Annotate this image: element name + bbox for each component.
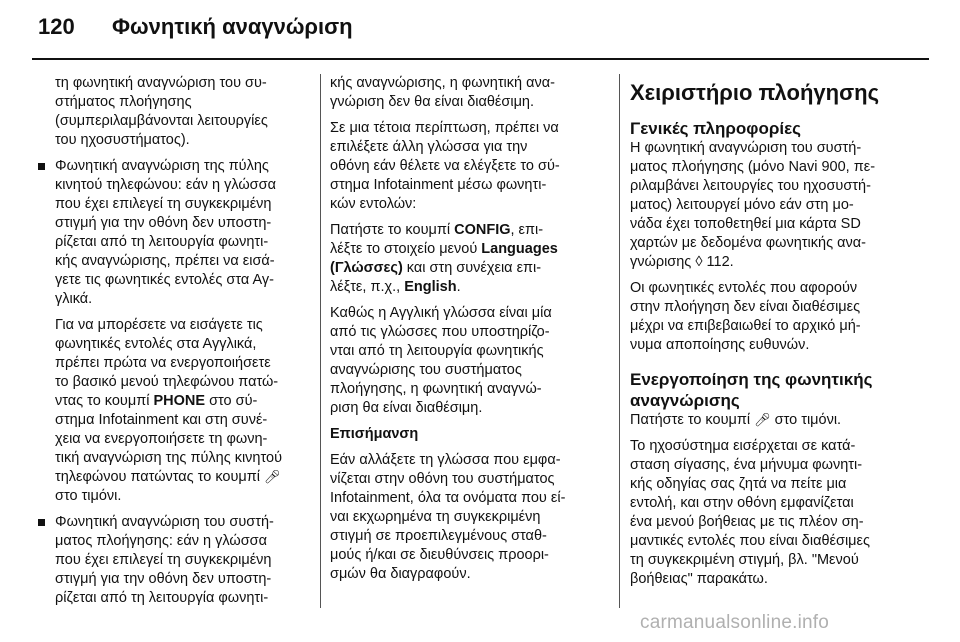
watermark: carmanualsonline.info bbox=[640, 612, 830, 633]
text-line: στήματος πλοήγησης bbox=[55, 94, 192, 110]
note-text: Εάν αλλάξετε τη γλώσσα που εμφα- νίζεται στην οθόνη του συστήματος Infotainment, όλα τα ονόματα που εί- ναι εκχωρημένα τη συγκεκριμένη στιγμή σε προεπιλεγμένους σταθ- μούς ή/και σε διευθύνσεις προορι- σμών θα διαγραφούν. bbox=[330, 452, 566, 582]
section-heading: Χειριστήριο πλοήγησης bbox=[630, 80, 880, 105]
commands-paragraph: Οι φωνητικές εντολές που αφορούν στην πλοήγηση δεν είναι διαθέσιμες μέχρι να επιβεβαιωθεί το αρχικό μή- νυμα αποποίησης ευθυνών. bbox=[630, 280, 861, 353]
voice-button-icon: 🎤︎ bbox=[264, 469, 281, 484]
text-line: στιγμή για την οθόνη δεν υποστη- bbox=[55, 215, 272, 231]
column-divider-1 bbox=[320, 74, 321, 608]
text-line: στο τιμόνι. bbox=[55, 488, 122, 504]
column-divider-2 bbox=[619, 74, 620, 608]
activation-heading: Ενεργοποίηση της φωνητικής αναγνώρισης bbox=[630, 370, 873, 410]
english-paragraph bbox=[38, 316, 313, 506]
text-line: Για να μπορέσετε να εισάγετε τις bbox=[55, 317, 263, 333]
top-rule bbox=[32, 58, 929, 60]
bullet-item-navigation bbox=[38, 513, 313, 608]
column-3 bbox=[630, 80, 930, 596]
case-paragraph: Σε μια τέτοια περίπτωση, πρέπει να επιλέξετε άλλη γλώσσα για την οθόνη εάν θέλετε να ελέγξετε το σύ- στημα Infotainment μέσω φωνητι- κών εντολών: bbox=[330, 120, 560, 212]
column-2 bbox=[330, 74, 614, 591]
text-line: το βασικό μενού τηλεφώνου πατώ- bbox=[55, 374, 279, 390]
page-number: 120 bbox=[38, 14, 75, 39]
continued-paragraph: κής αναγνώρισης, η φωνητική ανα- γνώριση δεν θα είναι διαθέσιμη. bbox=[330, 75, 555, 110]
text-line: στιγμή για την οθόνη δεν υποστη- bbox=[55, 571, 272, 587]
text-line: γετε τις φωνητικές εντολές στα Αγ- bbox=[55, 272, 274, 288]
text-line: τη φωνητική αναγνώριση του συ- bbox=[55, 75, 267, 91]
text-line: ρίζεται από τη λειτουργία φωνητι- bbox=[55, 590, 269, 606]
note-heading: Επισήμανση bbox=[330, 426, 419, 442]
voice-button-icon: 🎤︎ bbox=[754, 412, 771, 427]
text-line: Φωνητική αναγνώριση του συστή- bbox=[55, 514, 274, 530]
text-line: ντας το κουμπί PHONE στο σύ- bbox=[55, 393, 258, 409]
text-line: (συμπεριλαμβάνονται λειτουργίες bbox=[55, 113, 268, 129]
text-line: κής αναγνώρισης, πρέπει να εισά- bbox=[55, 253, 275, 269]
text-line: που έχει επιλεγεί τη συγκεκριμένη bbox=[55, 552, 272, 568]
text-line: στημα Infotainment και στη συνέ- bbox=[55, 412, 268, 428]
text-line: φωνητικές εντολές στα Αγγλικά, bbox=[55, 336, 257, 352]
text-line: πρέπει πρώτα να ενεργοποιήσετε bbox=[55, 355, 271, 371]
languages-menu-label: Languages bbox=[481, 241, 558, 257]
text-line: τική αναγνώριση της πύλης κινητού bbox=[55, 450, 283, 466]
english-option-label: English bbox=[404, 279, 457, 295]
config-button-label: CONFIG bbox=[454, 222, 511, 238]
instruction-paragraph: Πατήστε το κουμπί CONFIG, επι- λέξτε το στοιχείο μενού Languages (Γλώσσες) και στη συνέχεια επι- λέξτε, π.χ., English. bbox=[330, 222, 558, 295]
column-1 bbox=[38, 74, 313, 615]
text-line: Φωνητική αναγνώριση της πύλης bbox=[55, 158, 269, 174]
reference-arrow-icon: ◊ bbox=[695, 254, 703, 270]
text-line: γλικά. bbox=[55, 291, 93, 307]
phone-button-label: PHONE bbox=[153, 393, 206, 409]
intro-paragraph bbox=[38, 74, 313, 150]
languages-menu-label-greek: (Γλώσσες) bbox=[330, 260, 403, 276]
activation-paragraph: Πατήστε το κουμπί 🎤︎ στο τιμόνι. bbox=[630, 412, 842, 428]
english-support-paragraph: Καθώς η Αγγλική γλώσσα είναι μία από τις γλώσσες που υποστηρίζο- νται από τη λειτουργία φωνητικής αναγνώρισης του συστήματος πλοήγησης, η φωνητική αναγνώ- ριση θα είναι διαθέσιμη. bbox=[330, 305, 552, 416]
text-line: ματος πλοήγησης: εάν η γλώσσα bbox=[55, 533, 267, 549]
text-line: κινητού τηλεφώνου: εάν η γλώσσα bbox=[55, 177, 276, 193]
note-block bbox=[330, 425, 614, 584]
running-title: Φωνητική αναγνώριση bbox=[112, 14, 353, 39]
system-response-paragraph: Το ηχοσύστημα εισέρχεται σε κατά- σταση σίγασης, ένα μήνυμα φωνητι- κής οδηγίας σας ζητά να πείτε μια εντολή, και στην οθόνη εμφανίζεται ένα μενού βοήθειας με τις πλέον ση- μαντικές εντολές που είναι διαθέσιμες τη συγκεκριμένη στιγμή, βλ. "Μενού βοήθειας" παρακάτω. bbox=[630, 438, 870, 587]
text-line: που έχει επιλεγεί τη συγκεκριμένη bbox=[55, 196, 272, 212]
bullet-square-icon bbox=[38, 519, 45, 526]
text-line: τηλεφώνου πατώντας το κουμπί 🎤︎ bbox=[55, 469, 281, 485]
general-info-paragraph: Η φωνητική αναγνώριση του συστή- ματος πλοήγησης (μόνο Navi 900, πε- ριλαμβάνει λειτουργίες του ηχοσυστή- ματος) λειτουργεί μόνο εάν στη μο- νάδα έχει τοποθετηθεί μια κάρτα SD χαρτών με δεδομένα φωνητικής ανα- γνώρισης ◊ 112. bbox=[630, 140, 876, 270]
bullet-item-phone bbox=[38, 157, 313, 309]
text-line: του ηχοσυστήματος). bbox=[55, 132, 190, 148]
general-info-heading: Γενικές πληροφορίες bbox=[630, 119, 801, 138]
text-line: χεια να ενεργοποιήσετε τη φωνη- bbox=[55, 431, 268, 447]
text-line: ρίζεται από τη λειτουργία φωνητι- bbox=[55, 234, 269, 250]
bullet-square-icon bbox=[38, 163, 45, 170]
